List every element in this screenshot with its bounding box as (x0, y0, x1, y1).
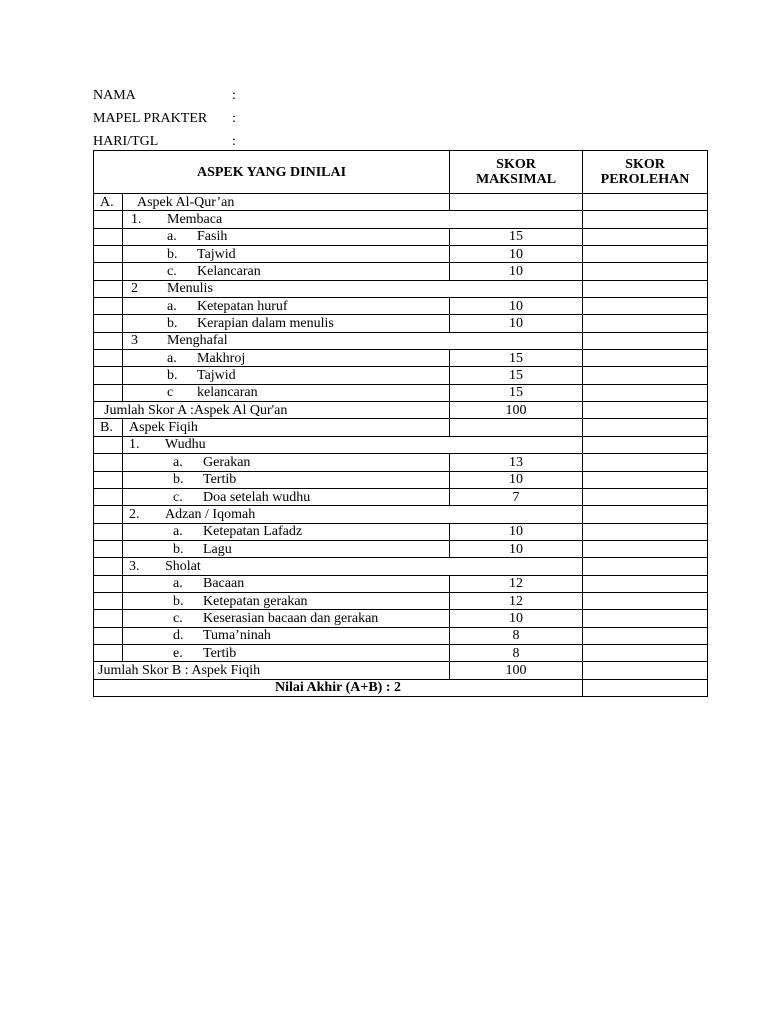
section-tag-cell (94, 194, 123, 211)
group-tag: 2 (131, 281, 138, 297)
item-row (94, 454, 708, 471)
max-cell: 10 (450, 523, 583, 540)
field-label: HARI/TGL (93, 134, 159, 149)
item-tag: b. (173, 472, 184, 488)
group-title: Sholat (165, 558, 201, 574)
item-label: kelancaran (197, 385, 258, 401)
group-tag: 2. (129, 506, 140, 522)
item-label: Keserasian bacaan dan gerakan (203, 610, 379, 626)
group-tag: 3. (129, 558, 140, 574)
item-row (94, 610, 708, 627)
perolehan-cell (583, 436, 708, 453)
score-table (93, 150, 708, 697)
section-total-row (94, 662, 708, 679)
item-row (94, 367, 708, 384)
item-row (94, 540, 708, 557)
perolehan-cell (583, 454, 708, 471)
blank-cell (94, 350, 123, 367)
item-cell (123, 315, 450, 332)
max-cell: 10 (450, 246, 583, 263)
max-cell: 10 (450, 471, 583, 488)
item-tag: b. (167, 246, 178, 262)
group-title: Menghafal (167, 333, 228, 349)
item-label: Makhroj (197, 350, 246, 366)
item-label: Bacaan (203, 576, 245, 592)
perolehan-cell (583, 523, 708, 540)
item-label: Tertib (203, 645, 237, 661)
blank-cell (94, 506, 123, 523)
item-row (94, 488, 708, 505)
item-cell (123, 471, 450, 488)
field-label: NAMA (93, 88, 136, 103)
section-tag: B. (100, 420, 113, 436)
blank-cell (94, 280, 123, 297)
max-cell: 10 (450, 263, 583, 280)
item-label: Kelancaran (197, 264, 261, 280)
max-cell (450, 419, 583, 436)
section-title-cell (123, 419, 450, 436)
blank-cell (94, 436, 123, 453)
item-cell (123, 540, 450, 557)
perolehan-cell (583, 384, 708, 401)
item-row (94, 592, 708, 609)
item-cell (123, 627, 450, 644)
section-title: Aspek Al-Qur’an (137, 194, 235, 210)
group-title: Adzan / Iqomah (165, 506, 256, 522)
item-cell (123, 263, 450, 280)
item-tag: c (167, 385, 174, 401)
max-cell: 15 (450, 384, 583, 401)
perolehan-cell (583, 610, 708, 627)
item-tag: b. (173, 541, 184, 557)
perolehan-cell (583, 627, 708, 644)
item-cell (123, 610, 450, 627)
item-row (94, 471, 708, 488)
perolehan-cell (583, 558, 708, 575)
perolehan-cell (583, 367, 708, 384)
blank-cell (94, 228, 123, 245)
group-title-cell (123, 506, 583, 523)
group-tag: 1. (131, 212, 142, 228)
perolehan-cell (583, 228, 708, 245)
item-tag: a. (173, 454, 183, 470)
item-row (94, 315, 708, 332)
section-title: Aspek Fiqih (129, 420, 198, 436)
blank-cell (94, 610, 123, 627)
blank-cell (94, 488, 123, 505)
blank-cell (94, 592, 123, 609)
max-cell: 8 (450, 627, 583, 644)
perolehan-cell (583, 211, 708, 228)
blank-cell (94, 367, 123, 384)
item-tag: d. (173, 628, 184, 644)
blank-cell (94, 263, 123, 280)
perolehan-cell (583, 488, 708, 505)
perolehan-cell (583, 419, 708, 436)
item-cell (123, 644, 450, 661)
perolehan-cell (583, 506, 708, 523)
item-row (94, 246, 708, 263)
field-colon: : (232, 134, 236, 149)
blank-cell (94, 211, 123, 228)
section-row (94, 419, 708, 436)
item-label: Fasih (197, 229, 228, 245)
field-colon: : (232, 88, 236, 103)
item-tag: a. (167, 298, 177, 314)
section-total-row (94, 402, 708, 419)
group-row (94, 211, 708, 228)
section-title-cell (123, 194, 450, 211)
item-cell (123, 523, 450, 540)
perolehan-cell (583, 540, 708, 557)
total-label-cell: Jumlah Skor B : Aspek Fiqih (94, 662, 450, 679)
item-row (94, 263, 708, 280)
blank-cell (94, 315, 123, 332)
perolehan-cell (583, 246, 708, 263)
item-label: Tajwid (197, 246, 236, 262)
column-header-aspek: ASPEK YANG DINILAI (94, 151, 450, 194)
item-tag: a. (173, 524, 183, 540)
item-tag: a. (173, 576, 183, 592)
item-cell (123, 228, 450, 245)
group-row (94, 332, 708, 349)
section-row (94, 194, 708, 211)
blank-cell (94, 246, 123, 263)
blank-cell (94, 644, 123, 661)
total-max-cell: 100 (450, 402, 583, 419)
item-label: Tajwid (197, 368, 236, 384)
item-label: Kerapian dalam menulis (197, 316, 334, 332)
perolehan-cell (583, 592, 708, 609)
item-tag: b. (167, 368, 178, 384)
perolehan-cell (583, 402, 708, 419)
blank-cell (94, 384, 123, 401)
item-label: Lagu (203, 541, 232, 557)
group-tag: 3 (131, 333, 138, 349)
item-label: Tuma’ninah (203, 628, 271, 644)
item-cell (123, 575, 450, 592)
item-row (94, 350, 708, 367)
blank-cell (94, 332, 123, 349)
item-cell (123, 488, 450, 505)
perolehan-cell (583, 194, 708, 211)
group-row (94, 506, 708, 523)
item-tag: b. (173, 593, 184, 609)
item-cell (123, 454, 450, 471)
final-score-row (94, 679, 708, 696)
blank-cell (94, 575, 123, 592)
item-cell (123, 384, 450, 401)
max-cell: 10 (450, 540, 583, 557)
max-cell: 15 (450, 367, 583, 384)
max-cell: 10 (450, 610, 583, 627)
table-header-row (94, 151, 708, 194)
max-cell: 7 (450, 488, 583, 505)
blank-cell (94, 454, 123, 471)
blank-cell (94, 558, 123, 575)
section-tag: A. (100, 194, 114, 210)
max-cell: 10 (450, 298, 583, 315)
final-label-cell: Nilai Akhir (A+B) : 2 (94, 679, 583, 696)
max-cell (450, 194, 583, 211)
item-row (94, 523, 708, 540)
item-cell (123, 367, 450, 384)
group-title-cell (123, 211, 583, 228)
column-header-skor-maksimal: SKOR MAKSIMAL (450, 151, 583, 194)
perolehan-cell (583, 298, 708, 315)
item-cell (123, 298, 450, 315)
item-label: Doa setelah wudhu (203, 489, 311, 505)
group-title-cell (123, 558, 583, 575)
item-cell (123, 592, 450, 609)
perolehan-cell (583, 263, 708, 280)
total-label-cell: Jumlah Skor A :Aspek Al Qur'an (94, 402, 450, 419)
field-label: MAPEL PRAKTER (93, 111, 208, 126)
max-cell: 15 (450, 350, 583, 367)
max-cell: 8 (450, 644, 583, 661)
item-cell (123, 246, 450, 263)
item-label: Ketepatan huruf (197, 298, 288, 314)
blank-cell (94, 540, 123, 557)
blank-cell (94, 471, 123, 488)
max-cell: 15 (450, 228, 583, 245)
perolehan-cell (583, 280, 708, 297)
item-label: Gerakan (203, 454, 251, 470)
item-label: Ketepatan gerakan (203, 593, 308, 609)
perolehan-cell (583, 679, 708, 696)
item-row (94, 298, 708, 315)
item-row (94, 575, 708, 592)
item-tag: c. (173, 489, 183, 505)
max-cell: 12 (450, 592, 583, 609)
item-row (94, 228, 708, 245)
field-colon: : (232, 111, 236, 126)
max-cell: 13 (450, 454, 583, 471)
item-row (94, 627, 708, 644)
total-max-cell: 100 (450, 662, 583, 679)
item-tag: c. (173, 610, 183, 626)
item-tag: b. (167, 316, 178, 332)
group-title-cell (123, 436, 583, 453)
item-tag: a. (167, 350, 177, 366)
blank-cell (94, 523, 123, 540)
perolehan-cell (583, 350, 708, 367)
item-cell (123, 350, 450, 367)
item-tag: e. (173, 645, 183, 661)
group-title: Wudhu (165, 437, 206, 453)
item-label: Tertib (203, 472, 237, 488)
group-row (94, 436, 708, 453)
perolehan-cell (583, 575, 708, 592)
item-row (94, 384, 708, 401)
group-title-cell (123, 280, 583, 297)
section-tag-cell (94, 419, 123, 436)
item-label: Ketepatan Lafadz (203, 524, 303, 540)
column-header-skor-perolehan: SKOR PEROLEHAN (583, 151, 708, 194)
group-row (94, 558, 708, 575)
group-title-cell (123, 332, 583, 349)
item-tag: c. (167, 264, 177, 280)
perolehan-cell (583, 471, 708, 488)
group-title: Menulis (167, 281, 213, 297)
max-cell: 10 (450, 315, 583, 332)
perolehan-cell (583, 644, 708, 661)
group-row (94, 280, 708, 297)
item-row (94, 644, 708, 661)
blank-cell (94, 627, 123, 644)
perolehan-cell (583, 662, 708, 679)
perolehan-cell (583, 315, 708, 332)
item-tag: a. (167, 229, 177, 245)
group-tag: 1. (129, 437, 140, 453)
max-cell: 12 (450, 575, 583, 592)
blank-cell (94, 298, 123, 315)
perolehan-cell (583, 332, 708, 349)
group-title: Membaca (167, 212, 223, 228)
